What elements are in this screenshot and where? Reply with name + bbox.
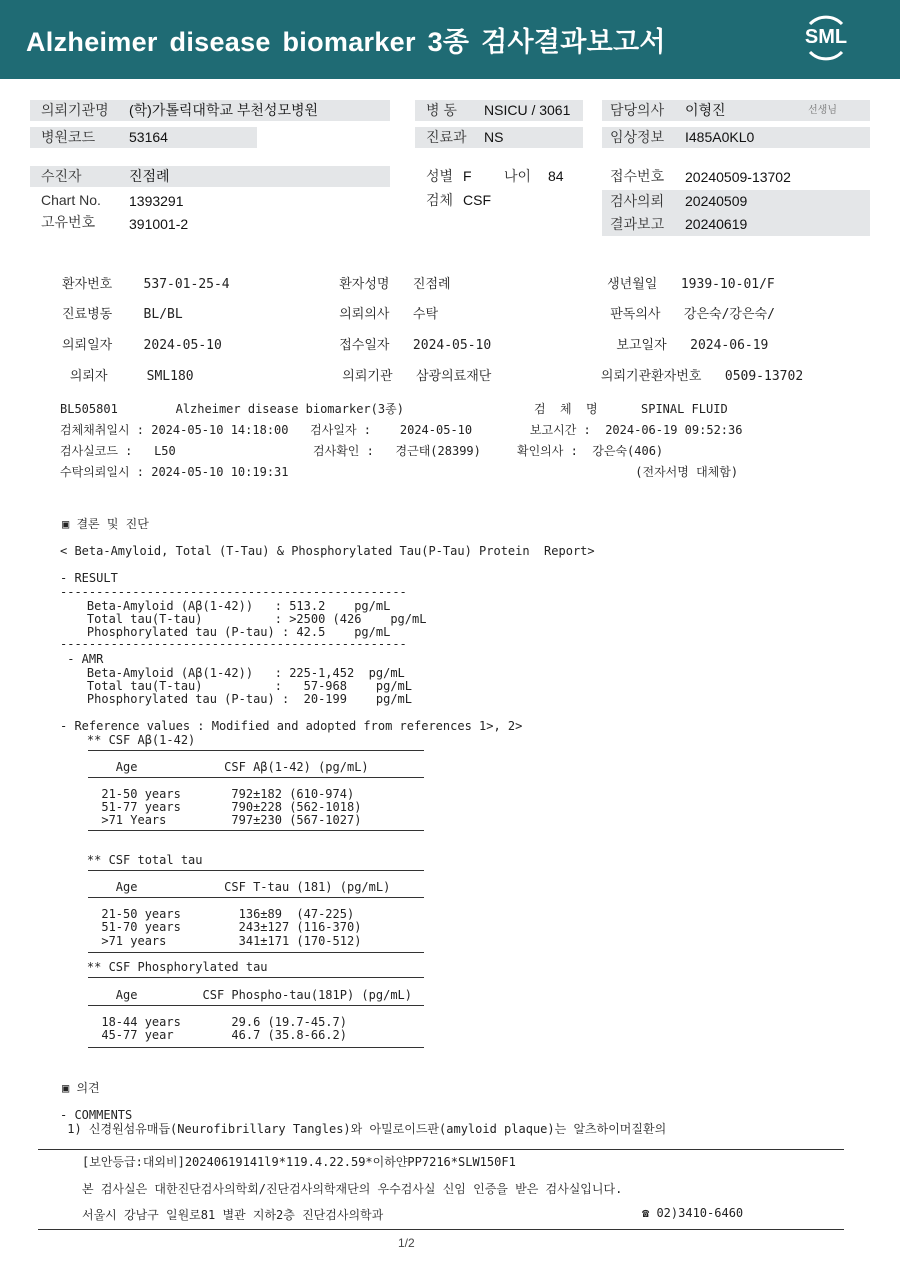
uid-value: 391001-2 [129,216,189,232]
result-row: Total tau(T-tau) : >2500 (426 pg/mL [58,612,427,626]
report-header [0,0,900,79]
table-rule [88,977,424,978]
section-conclusion: ▣ 결론 및 진단 [62,517,149,531]
ward-label: 병 동 [426,102,457,118]
doctor-name: 이형진 [685,102,726,118]
footer-rule [38,1229,844,1230]
test-line-2: 검체채취일시 : 2024-05-10 14:18:00 검사일자 : 2024-05-10 보고시간 : 2024-06-19 09:52:36 [60,423,743,437]
patient-name: 진점례 [129,168,170,184]
request-date: 20240509 [685,193,748,209]
test-line-4: 수탁의뢰일시 : 2024-05-10 10:19:31 (전자서명 대체함) [60,465,739,479]
chart-number: 1393291 [129,193,184,209]
sex-label: 성별 [426,168,454,184]
tt-row: 51-70 years 243±127 (116-370) [58,920,362,934]
table-rule [88,1047,424,1048]
ab-row: 21-50 years 792±182 (610-974) [58,787,355,801]
address-line: 서울시 강남구 일원로81 별관 지하2층 진단검사의학과 [82,1208,384,1222]
patient-row-4: 의뢰자 SML180 의뢰기관 삼광의료재단 의뢰기관환자번호 0509-13702 [62,369,804,384]
age-label: 나이 [504,168,532,184]
dept-value: NS [484,129,504,145]
pt-row: 45-77 year 46.7 (35.8-66.2) [58,1028,347,1042]
receipt-number: 20240509-13702 [685,169,791,185]
certification-line: 본 검사실은 대한진단검사의학회/진단검사의학재단의 우수검사실 신임 인증을 받은 검사실입니다. [82,1182,623,1196]
ab-row: 51-77 years 790±228 (562-1018) [58,800,362,814]
tt-header: Age CSF T-tau (181) (pg/mL) [58,880,391,894]
result-row: Phosphorylated tau (P-tau) : 42.5 pg/mL [58,625,391,639]
page-number: 1/2 [398,1236,415,1250]
table-rule [88,952,424,953]
request-label: 검사의뢰 [610,193,665,209]
dash-rule: ------------------------------------------------ [60,637,407,651]
table-rule [88,870,424,871]
comments-heading: - COMMENTS [60,1108,133,1122]
sex-value: F [463,168,472,184]
phone-line: ☎ 02)3410-6460 [642,1206,744,1220]
chart-label: Chart No. [41,192,101,208]
ref-heading: - Reference values : Modified and adopted from references 1>, 2> [60,719,523,733]
clinical-value: I485A0KL0 [685,129,755,145]
hospital-name: (학)가톨릭대학교 부천성모병원 [129,102,319,118]
report-date: 20240619 [685,216,748,232]
dept-label: 진료과 [426,129,467,145]
pt-header: Age CSF Phospho-tau(181P) (pg/mL) [58,988,413,1002]
table-rule [88,777,424,778]
patient-row-1: 환자번호 537-01-25-4 환자성명 진점례 생년월일 1939-10-01/F [62,277,775,292]
amr-row: Phosphorylated tau (P-tau) : 20-199 pg/mL [58,692,413,706]
doctor-suffix: 선생님 [808,105,837,116]
comment-line: 1) 신경원섬유매듭(Neurofibrillary Tangles)와 아밀로이드판(amyloid plaque)는 알츠하이머질환의 [60,1122,667,1136]
table-rule [88,897,424,898]
sml-logo [800,12,852,64]
ab-row: >71 Years 797±230 (567-1027) [58,813,362,827]
table-rule [88,830,424,831]
ab-heading: ** CSF Aβ(1-42) [58,733,196,747]
amr-heading: - AMR [60,652,104,666]
ward-value: NSICU / 3061 [484,102,571,118]
amr-row: Total tau(T-tau) : 57-968 pg/mL [58,679,413,693]
patient-row-2: 진료병동 BL/BL 의뢰의사 수탁 판독의사 강은숙/강은숙/ [62,307,775,322]
dash-rule: ------------------------------------------------ [60,585,407,599]
tt-heading: ** CSF total tau [58,853,203,867]
table-rule [88,1005,424,1006]
section-opinion: ▣ 의견 [62,1081,100,1095]
uid-label: 고유번호 [41,214,96,230]
result-row: Beta-Amyloid (Aβ(1-42)) : 513.2 pg/mL [58,599,391,613]
hospital-label: 의뢰기관명 [41,102,109,118]
test-line-3: 검사실코드 : L50 검사확인 : 경근태(28399) 확인의사 : 강은숙(406) [60,444,664,458]
pt-row: 18-44 years 29.6 (19.7-45.7) [58,1015,347,1029]
ab-header: Age CSF Aβ(1-42) (pg/mL) [58,760,369,774]
doctor-label: 담당의사 [610,102,665,118]
patient-row-3: 의뢰일자 2024-05-10 접수일자 2024-05-10 보고일자 2024-06-19 [62,338,769,353]
pt-heading: ** CSF Phosphorylated tau [58,960,268,974]
test-line-1: BL505801 Alzheimer disease biomarker(3종) 검 체 명 SPINAL FLUID [60,402,728,416]
amr-row: Beta-Amyloid (Aβ(1-42)) : 225-1,452 pg/mL [58,666,405,680]
report-title: Alzheimer disease biomarker 3종 검사결과보고서 [26,27,666,57]
patient-label: 수진자 [41,168,82,184]
receipt-label: 접수번호 [610,168,665,184]
report-subtitle: < Beta-Amyloid, Total (T-Tau) & Phosphorylated Tau(P-Tau) Protein Report> [60,544,595,558]
security-line: [보안등급:대외비]20240619141l9*119.4.22.59*이하얀PP7216*SLW150F1 [82,1155,516,1169]
clinical-label: 임상정보 [610,129,665,145]
code-label: 병원코드 [41,129,96,145]
age-value: 84 [548,168,564,184]
result-heading: - RESULT [60,571,118,585]
report-label: 결과보고 [610,216,665,232]
table-rule [88,750,424,751]
hospital-code: 53164 [129,129,168,145]
tt-row: 21-50 years 136±89 (47-225) [58,907,355,921]
specimen-value: CSF [463,192,491,208]
footer-rule [38,1149,844,1150]
logo-text: SML [804,26,848,48]
tt-row: >71 years 341±171 (170-512) [58,934,362,948]
specimen-label: 검체 [426,192,454,208]
patient-bar [30,166,390,187]
